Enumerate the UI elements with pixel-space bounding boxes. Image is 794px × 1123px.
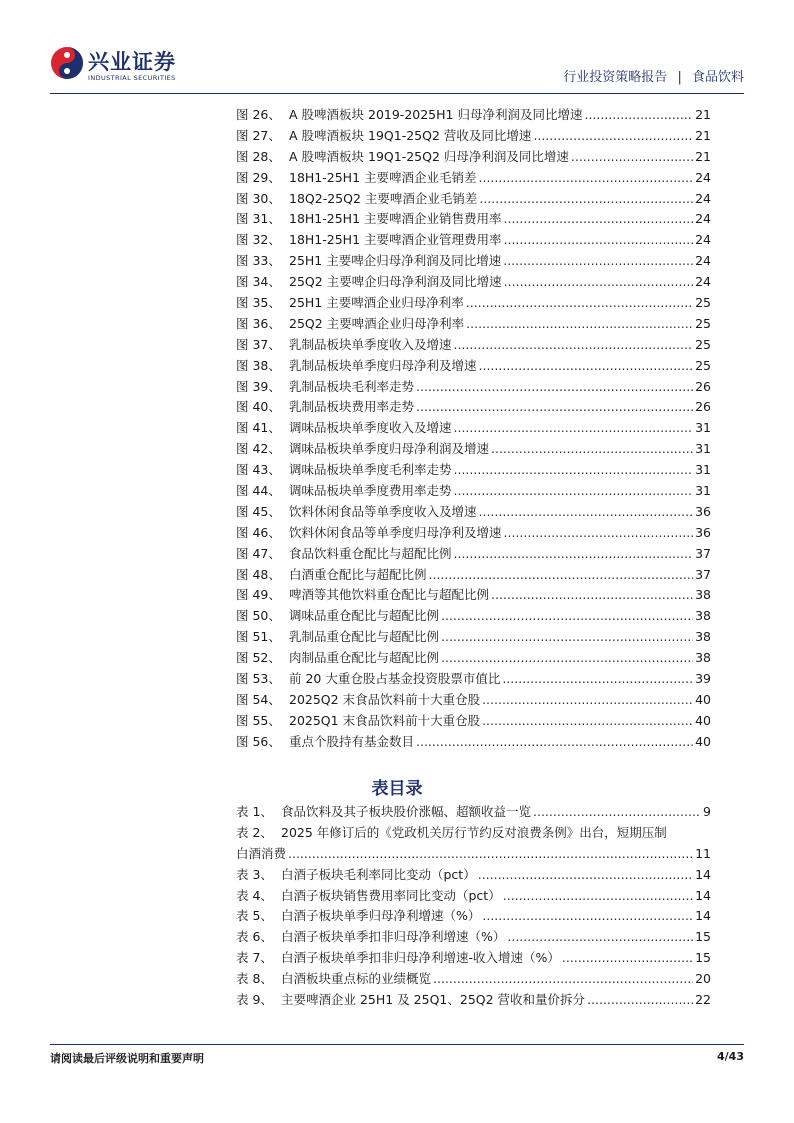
figure-page-number: 36 bbox=[695, 503, 711, 519]
dot-leader bbox=[288, 844, 693, 865]
figure-entry[interactable] bbox=[236, 732, 711, 753]
table-page-number: 14 bbox=[695, 887, 711, 903]
dot-leader bbox=[482, 711, 693, 732]
figure-list bbox=[236, 105, 711, 753]
figure-page-number: 38 bbox=[695, 587, 711, 603]
dot-leader bbox=[479, 502, 694, 523]
figure-page-number: 31 bbox=[695, 441, 711, 457]
table-number: 表 6、 bbox=[236, 929, 273, 945]
figure-entry[interactable] bbox=[236, 126, 711, 147]
figure-title: A 股啤酒板块 19Q1-25Q2 营收及同比增速 bbox=[289, 127, 532, 143]
table-entry[interactable] bbox=[236, 927, 711, 948]
figure-page-number: 38 bbox=[695, 650, 711, 666]
figure-page-number: 25 bbox=[695, 295, 711, 311]
figure-page-number: 21 bbox=[695, 148, 711, 164]
figure-page-number: 24 bbox=[695, 211, 711, 227]
dot-leader bbox=[482, 906, 693, 927]
table-number: 表 7、 bbox=[236, 950, 273, 966]
header-divider bbox=[50, 93, 744, 94]
figure-title: 25H1 主要啤酒企业归母净利率 bbox=[289, 295, 464, 311]
figure-entry[interactable] bbox=[236, 439, 711, 460]
figure-page-number: 40 bbox=[695, 733, 711, 749]
table-entry[interactable] bbox=[236, 886, 711, 907]
figure-title: 调味品板块单季度归母净利润及增速 bbox=[289, 441, 490, 457]
figure-title: 2025Q1 末食品饮料前十大重仓股 bbox=[289, 712, 481, 728]
figure-page-number: 24 bbox=[695, 190, 711, 206]
table-entry-line bbox=[236, 823, 711, 844]
figure-number: 图 44、 bbox=[236, 483, 281, 499]
figure-page-number: 26 bbox=[695, 399, 711, 415]
figure-entry[interactable] bbox=[236, 314, 711, 335]
figure-title: 食品饮料重仓配比与超配比例 bbox=[289, 545, 452, 561]
figure-page-number: 25 bbox=[695, 315, 711, 331]
figure-page-number: 31 bbox=[695, 420, 711, 436]
table-number: 表 5、 bbox=[236, 908, 273, 924]
table-page-number: 14 bbox=[695, 866, 711, 882]
figure-title: 重点个股持有基金数目 bbox=[289, 733, 415, 749]
table-title: 白酒子板块单季扣非归母净利增速（%） bbox=[281, 929, 506, 945]
header-separator: | bbox=[677, 70, 682, 85]
figure-page-number: 21 bbox=[695, 127, 711, 143]
dot-leader bbox=[504, 272, 693, 293]
figure-page-number: 40 bbox=[695, 712, 711, 728]
figure-number: 图 28、 bbox=[236, 148, 281, 164]
figure-number: 图 43、 bbox=[236, 462, 281, 478]
figure-page-number: 38 bbox=[695, 608, 711, 624]
dot-leader bbox=[507, 927, 693, 948]
dot-leader bbox=[533, 126, 693, 147]
figure-number: 图 56、 bbox=[236, 733, 281, 749]
figure-title: 乳制品板块费用率走势 bbox=[289, 399, 415, 415]
figure-number: 图 47、 bbox=[236, 545, 281, 561]
dot-leader bbox=[503, 251, 693, 272]
dot-leader bbox=[533, 802, 701, 823]
figure-number: 图 51、 bbox=[236, 629, 281, 645]
figure-title: 乳制品板块毛利率走势 bbox=[289, 378, 415, 394]
figure-title: 调味品板块单季度毛利率走势 bbox=[289, 462, 452, 478]
dot-leader bbox=[479, 168, 694, 189]
table-entry-line bbox=[236, 844, 711, 865]
dot-leader bbox=[441, 648, 693, 669]
table-entry[interactable] bbox=[236, 865, 711, 886]
figure-number: 图 32、 bbox=[236, 232, 281, 248]
figure-entry[interactable] bbox=[236, 147, 711, 168]
figure-entry[interactable] bbox=[236, 209, 711, 230]
table-title-continued: 白酒消费 bbox=[236, 845, 287, 861]
table-entry[interactable] bbox=[236, 906, 711, 927]
figure-page-number: 37 bbox=[695, 545, 711, 561]
figure-page-number: 31 bbox=[695, 462, 711, 478]
figure-number: 图 35、 bbox=[236, 295, 281, 311]
dot-leader bbox=[454, 418, 694, 439]
figure-entry[interactable] bbox=[236, 460, 711, 481]
table-entry[interactable] bbox=[236, 969, 711, 990]
figure-title: 饮料休闲食品等单季度收入及增速 bbox=[289, 503, 477, 519]
figure-entry[interactable] bbox=[236, 293, 711, 314]
table-entry[interactable] bbox=[236, 990, 711, 1011]
figure-entry[interactable] bbox=[236, 606, 711, 627]
figure-entry[interactable] bbox=[236, 690, 711, 711]
figure-entry[interactable] bbox=[236, 669, 711, 690]
dot-leader bbox=[454, 335, 694, 356]
figure-title: 白酒重仓配比与超配比例 bbox=[289, 566, 427, 582]
figure-page-number: 39 bbox=[695, 671, 711, 687]
dot-leader bbox=[454, 460, 694, 481]
figure-entry[interactable] bbox=[236, 711, 711, 732]
dot-leader bbox=[491, 439, 693, 460]
table-number: 表 2、 bbox=[236, 824, 273, 840]
figure-title: 18H1-25H1 主要啤酒企业管理费用率 bbox=[289, 232, 502, 248]
figure-page-number: 26 bbox=[695, 378, 711, 394]
footer-divider bbox=[50, 1044, 744, 1045]
figure-number: 图 31、 bbox=[236, 211, 281, 227]
figure-entry[interactable] bbox=[236, 648, 711, 669]
figure-entry[interactable] bbox=[236, 544, 711, 565]
table-title: 主要啤酒企业 25H1 及 25Q1、25Q2 营收和量价拆分 bbox=[281, 992, 586, 1008]
dot-leader bbox=[491, 585, 693, 606]
figure-entry[interactable] bbox=[236, 418, 711, 439]
figure-number: 图 42、 bbox=[236, 441, 281, 457]
figure-number: 图 49、 bbox=[236, 587, 281, 603]
dot-leader bbox=[454, 481, 694, 502]
figure-page-number: 24 bbox=[695, 253, 711, 269]
dot-leader bbox=[454, 544, 694, 565]
dot-leader bbox=[429, 565, 694, 586]
dot-leader bbox=[466, 293, 693, 314]
table-title: 白酒子板块销售费用率同比变动（pct） bbox=[281, 887, 501, 903]
table-page-number: 15 bbox=[695, 950, 711, 966]
dot-leader bbox=[504, 230, 694, 251]
company-name-en: INDUSTRIAL SECURITIES bbox=[88, 74, 176, 82]
figure-title: 饮料休闲食品等单季度归母净利及增速 bbox=[289, 524, 502, 540]
dot-leader bbox=[562, 948, 693, 969]
figure-title: 25H1 主要啤企归母净利润及同比增速 bbox=[289, 253, 502, 269]
table-page-number: 14 bbox=[695, 908, 711, 924]
figure-page-number: 40 bbox=[695, 691, 711, 707]
figure-title: 啤酒等其他饮料重仓配比与超配比例 bbox=[289, 587, 490, 603]
figure-number: 图 40、 bbox=[236, 399, 281, 415]
figure-number: 图 46、 bbox=[236, 524, 281, 540]
figure-entry[interactable] bbox=[236, 627, 711, 648]
table-page-number: 22 bbox=[695, 992, 711, 1008]
figure-number: 图 45、 bbox=[236, 503, 281, 519]
page-header bbox=[50, 44, 744, 92]
table-list bbox=[236, 802, 711, 1011]
dot-leader bbox=[441, 606, 693, 627]
figure-number: 图 29、 bbox=[236, 169, 281, 185]
figure-title: 乳制品板块单季度归母净利及增速 bbox=[289, 357, 477, 373]
table-title: 白酒子板块单季扣非归母净利增速-收入增速（%） bbox=[281, 950, 560, 966]
figure-page-number: 24 bbox=[695, 274, 711, 290]
dot-leader bbox=[479, 356, 694, 377]
dot-leader bbox=[478, 865, 693, 886]
figure-page-number: 24 bbox=[695, 169, 711, 185]
table-entry[interactable] bbox=[236, 823, 711, 865]
dot-leader bbox=[416, 377, 693, 398]
figure-title: 调味品板块单季度收入及增速 bbox=[289, 420, 452, 436]
table-entry[interactable] bbox=[236, 802, 711, 823]
figure-page-number: 37 bbox=[695, 566, 711, 582]
sector-name: 食品饮料 bbox=[691, 70, 744, 85]
dot-leader bbox=[503, 886, 693, 907]
tables-heading: 表目录 bbox=[371, 779, 423, 799]
figure-number: 图 33、 bbox=[236, 253, 281, 269]
table-entry[interactable] bbox=[236, 948, 711, 969]
figure-number: 图 26、 bbox=[236, 107, 281, 122]
figure-entry[interactable] bbox=[236, 105, 711, 126]
figure-title: 乳制品重仓配比与超配比例 bbox=[289, 629, 440, 645]
dot-leader bbox=[433, 969, 693, 990]
table-title: 2025 年修订后的《党政机关厉行节约反对浪费条例》出台，短期压制 bbox=[281, 824, 667, 840]
figure-number: 图 37、 bbox=[236, 336, 281, 352]
dot-leader bbox=[482, 690, 693, 711]
figure-entry[interactable] bbox=[236, 251, 711, 272]
figure-number: 图 39、 bbox=[236, 378, 281, 394]
figure-entry[interactable] bbox=[236, 523, 711, 544]
dot-leader bbox=[441, 627, 693, 648]
figure-number: 图 34、 bbox=[236, 274, 281, 290]
figure-entry[interactable] bbox=[236, 585, 711, 606]
dot-leader bbox=[466, 314, 693, 335]
figure-number: 图 30、 bbox=[236, 190, 281, 206]
dot-leader bbox=[587, 990, 693, 1011]
figure-number: 图 48、 bbox=[236, 566, 281, 582]
dot-leader bbox=[416, 732, 693, 753]
table-number: 表 3、 bbox=[236, 866, 273, 882]
figure-title: 18H1-25H1 主要啤酒企业毛销差 bbox=[289, 169, 477, 185]
figure-title: 调味品板块单季度费用率走势 bbox=[289, 483, 452, 499]
table-page-number: 20 bbox=[695, 971, 711, 987]
figure-page-number: 38 bbox=[695, 629, 711, 645]
figure-number: 图 52、 bbox=[236, 650, 281, 666]
figure-entry[interactable] bbox=[236, 377, 711, 398]
figure-entry[interactable] bbox=[236, 272, 711, 293]
table-page-number: 15 bbox=[695, 929, 711, 945]
table-number: 表 4、 bbox=[236, 887, 273, 903]
figure-number: 图 54、 bbox=[236, 691, 281, 707]
figure-title: 乳制品板块单季度收入及增速 bbox=[289, 336, 452, 352]
figure-page-number: 21 bbox=[695, 107, 711, 122]
table-title: 白酒子板块单季归母净利增速（%） bbox=[281, 908, 481, 924]
figure-title: 25Q2 主要啤酒企业归母净利率 bbox=[289, 315, 465, 331]
figure-title: 前 20 大重仓股占基金投资股票市值比 bbox=[289, 671, 501, 687]
figure-entry[interactable] bbox=[236, 565, 711, 586]
dot-leader bbox=[504, 523, 694, 544]
figure-number: 图 53、 bbox=[236, 671, 281, 687]
figure-title: 18Q2-25Q2 主要啤酒企业毛销差 bbox=[289, 190, 478, 206]
figure-page-number: 36 bbox=[695, 524, 711, 540]
figure-entry[interactable] bbox=[236, 335, 711, 356]
figure-entry[interactable] bbox=[236, 230, 711, 251]
figure-number: 图 27、 bbox=[236, 127, 281, 143]
figure-title: 18H1-25H1 主要啤酒企业销售费用率 bbox=[289, 211, 502, 227]
figure-page-number: 31 bbox=[695, 483, 711, 499]
figure-title: 肉制品重仓配比与超配比例 bbox=[289, 650, 440, 666]
dot-leader bbox=[571, 147, 693, 168]
dot-leader bbox=[504, 209, 694, 230]
figure-entry[interactable] bbox=[236, 189, 711, 210]
dot-leader bbox=[584, 105, 693, 126]
figure-page-number: 25 bbox=[695, 357, 711, 373]
dot-leader bbox=[416, 397, 693, 418]
figure-entry[interactable] bbox=[236, 168, 711, 189]
figure-entry[interactable] bbox=[236, 502, 711, 523]
figure-page-number: 25 bbox=[695, 336, 711, 352]
figure-title: 25Q2 主要啤企归母净利润及同比增速 bbox=[289, 274, 502, 290]
table-number: 表 9、 bbox=[236, 992, 273, 1008]
figure-number: 图 36、 bbox=[236, 315, 281, 331]
footer-disclaimer: 请阅读最后评级说明和重要声明 bbox=[50, 1052, 204, 1065]
table-title: 白酒子板块毛利率同比变动（pct） bbox=[281, 866, 476, 882]
table-number: 表 1、 bbox=[236, 804, 273, 819]
figure-title: A 股啤酒板块 19Q1-25Q2 归母净利润及同比增速 bbox=[289, 148, 569, 164]
report-type: 行业投资策略报告 bbox=[563, 70, 668, 85]
table-page-number: 11 bbox=[695, 845, 711, 861]
company-logo-icon bbox=[50, 46, 84, 80]
figure-entry[interactable] bbox=[236, 397, 711, 418]
dot-leader bbox=[479, 189, 693, 210]
table-number: 表 8、 bbox=[236, 971, 273, 987]
figure-page-number: 24 bbox=[695, 232, 711, 248]
figure-number: 图 50、 bbox=[236, 608, 281, 624]
figure-number: 图 41、 bbox=[236, 420, 281, 436]
figure-title: 2025Q2 末食品饮料前十大重仓股 bbox=[289, 691, 481, 707]
figure-number: 图 38、 bbox=[236, 357, 281, 373]
company-name-cn: 兴业证券 bbox=[88, 50, 176, 74]
figure-number: 图 55、 bbox=[236, 712, 281, 728]
figure-title: A 股啤酒板块 2019-2025H1 归母净利润及同比增速 bbox=[289, 107, 583, 122]
dot-leader bbox=[502, 669, 693, 690]
figure-entry[interactable] bbox=[236, 481, 711, 502]
figure-title: 调味品重仓配比与超配比例 bbox=[289, 608, 440, 624]
report-category bbox=[563, 66, 744, 85]
table-page-number: 9 bbox=[703, 804, 711, 819]
page-number: 4/43 bbox=[717, 1050, 744, 1063]
table-title: 食品饮料及其子板块股价涨幅、超额收益一览 bbox=[281, 804, 532, 819]
table-title: 白酒板块重点标的业绩概览 bbox=[281, 971, 432, 987]
figure-entry[interactable] bbox=[236, 356, 711, 377]
